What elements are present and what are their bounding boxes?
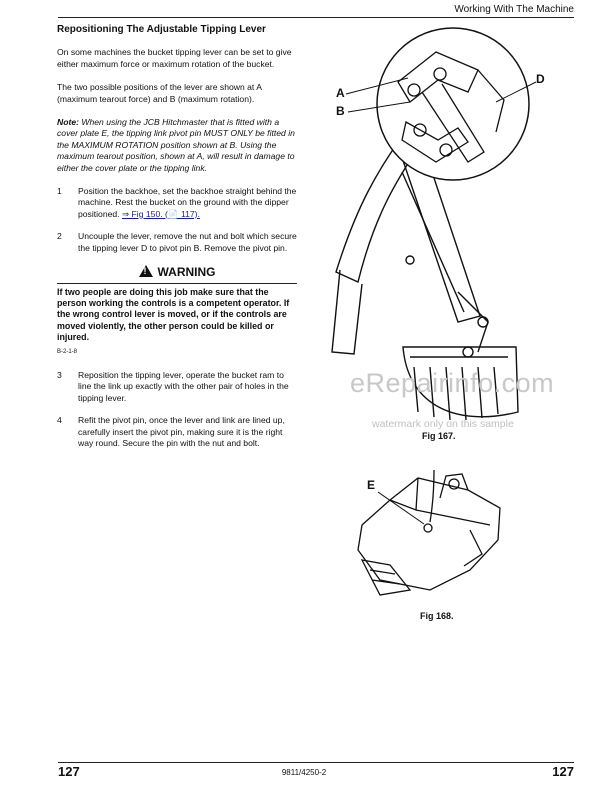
footer-divider (58, 762, 574, 763)
step-text: Reposition the tipping lever, operate the bucket ram to line the link up exactly with the other pair of holes in the tipping lever. (78, 369, 289, 403)
step-number: 4 (57, 415, 62, 426)
warning-heading (57, 265, 297, 278)
warning-code: B-2-1-8 (57, 348, 78, 355)
intro-paragraph: On some machines the bucket tipping lever can be set to give either maximum force or maximum rotation of the bucket. (57, 47, 292, 69)
figure-reference-link[interactable]: ⇒ Fig 150. (📄 117). (121, 208, 200, 219)
step-text: Position the backhoe, set the backhoe straight behind the machine. Rest the bucket on the ground with the dipper positioned. (78, 186, 297, 219)
figure-167-caption: Fig 167. (422, 431, 456, 441)
step-3 (57, 370, 297, 404)
step-2 (57, 231, 297, 254)
callout-a: A (336, 86, 345, 100)
step-4 (57, 415, 297, 449)
warning-text: If two people are doing this job make sure that the person working the controls is a competent operator. If the wrong control lever is moved, or if the controls are moved violently, the other person could be killed or injured. (57, 286, 290, 343)
figure-168-caption: Fig 168. (420, 611, 454, 621)
callout-d: D (536, 72, 545, 86)
warning-title: WARNING (157, 265, 216, 280)
callout-e: E (367, 478, 376, 492)
note-label: Note: (57, 117, 79, 128)
watermark-text: eRepairinfo.com (350, 368, 555, 398)
step-number: 3 (57, 369, 62, 380)
note-paragraph (57, 117, 297, 174)
step-text: Uncouple the lever, remove the nut and bolt which secure the tipping lever D to pivot pin B. Remove the pivot pin. (78, 231, 297, 253)
positions-paragraph: The two possible positions of the lever are shown at A (maximum tearout force) and B (maximum rotation). (57, 82, 262, 104)
page-number-left: 127 (58, 764, 80, 779)
page-header-title: Working With The Machine (454, 4, 574, 15)
step-number: 2 (57, 231, 62, 242)
document-code: 9811/4250-2 (281, 768, 327, 777)
step-1 (57, 186, 297, 220)
warning-divider (57, 283, 297, 284)
note-text: When using the JCB Hitchmaster that is fitted with a cover plate E, the tipping link pivot pin MUST ONLY be fitted in the MAXIMUM ROTATION position shown at B. Using the maximum tearout position, shown at A, will result in damage to either the cover plate or the tipping link. (57, 117, 295, 173)
header-divider (58, 17, 574, 18)
callout-b: B (336, 104, 345, 118)
text-column (57, 24, 297, 460)
watermark-subtext: watermark only on this sample (372, 418, 514, 430)
section-title: Repositioning The Adjustable Tipping Lever (57, 24, 266, 35)
page-number-right: 127 (552, 764, 574, 779)
warning-triangle-icon: ! (139, 265, 153, 277)
step-text: Refit the pivot pin, once the lever and link are lined up, carefully insert the pivot pin, making sure it is the right way round. Secure the pin with the nut and bolt. (78, 415, 285, 448)
step-number: 1 (57, 186, 62, 197)
